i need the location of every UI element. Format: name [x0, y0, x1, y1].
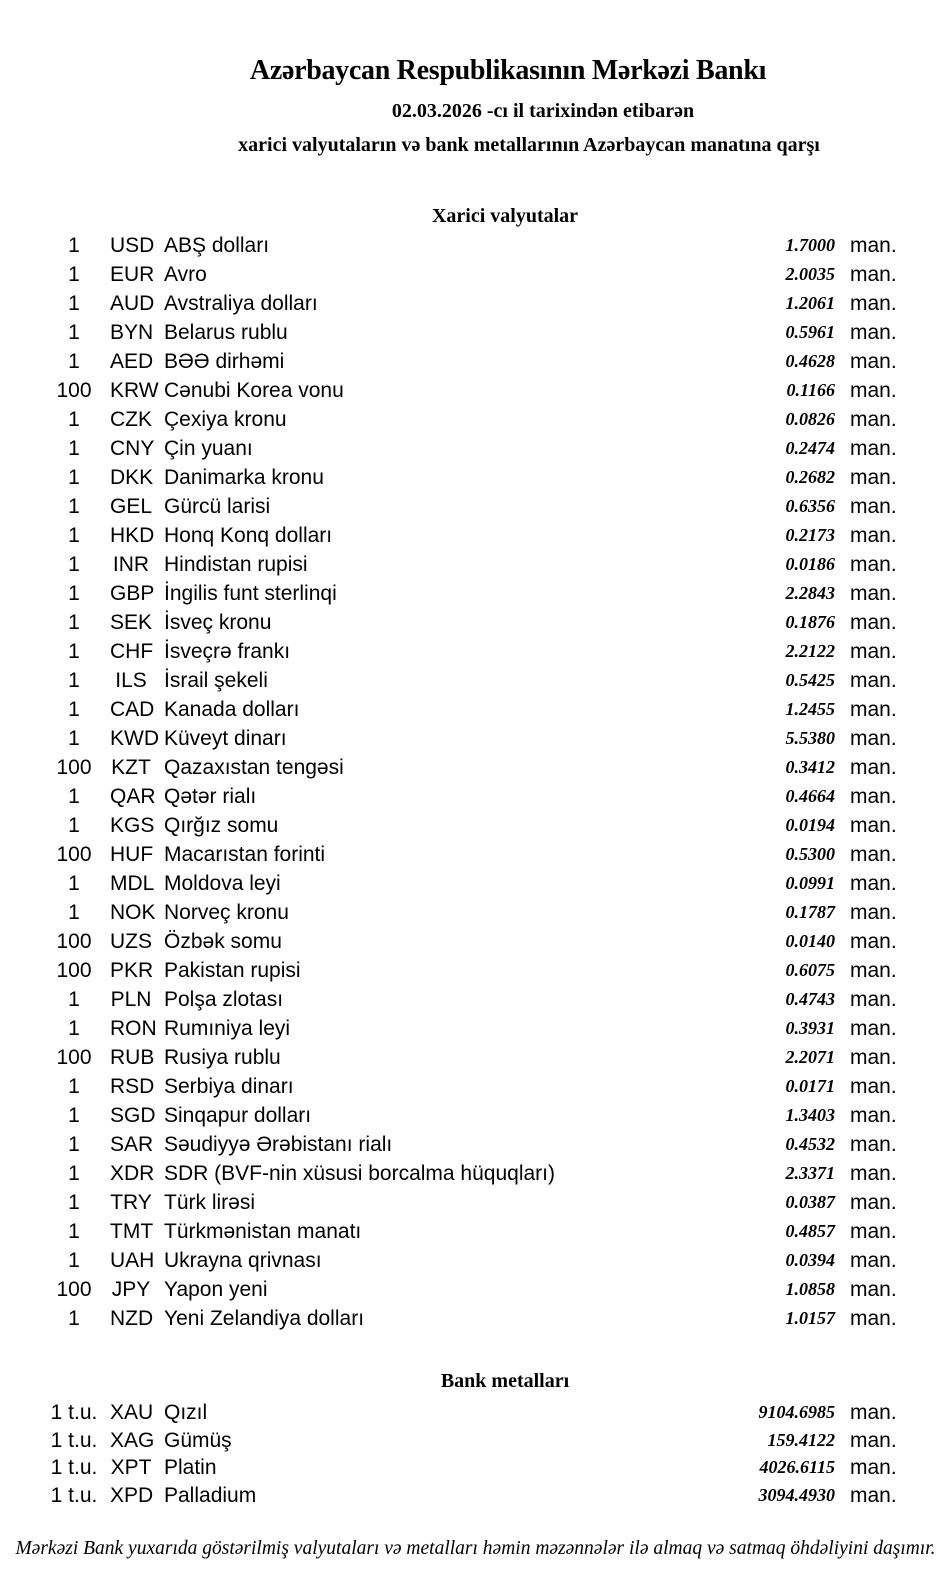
currency-name: Kanada dolları [164, 698, 300, 721]
manat-unit-label: man. [850, 466, 897, 489]
metal-name: Palladium [164, 1483, 257, 1507]
manat-unit-label: man. [850, 1401, 897, 1424]
manat-unit-label: man. [850, 1456, 897, 1479]
currency-table-row [0, 405, 951, 434]
currency-rate: 0.1166 [786, 380, 835, 400]
effective-date-line: 02.03.2026 -cı il tarixindən etibarən [391, 100, 695, 122]
currency-name: Türkmənistan manatı [164, 1220, 362, 1243]
manat-unit-label: man. [850, 669, 897, 692]
currency-quantity: 1 [68, 234, 80, 257]
currency-code: INR [112, 553, 150, 576]
currency-rate: 0.3412 [785, 757, 835, 777]
manat-unit-label: man. [850, 901, 897, 924]
currency-name: Polşa zlotası [164, 988, 284, 1011]
currency-table-row [0, 550, 951, 579]
currency-quantity: 1 [68, 466, 80, 489]
currency-code: GEL [110, 495, 153, 518]
currency-table-row [0, 811, 951, 840]
currency-code: RON [110, 1017, 157, 1040]
currency-rate: 1.2455 [785, 699, 835, 719]
currency-name: Rusiya rublu [164, 1046, 281, 1069]
manat-unit-label: man. [850, 959, 897, 982]
currency-code: TMT [110, 1220, 154, 1243]
manat-unit-label: man. [850, 611, 897, 634]
manat-unit-label: man. [850, 350, 897, 373]
currency-code: BYN [110, 321, 154, 344]
currency-rate: 2.3371 [785, 1163, 835, 1183]
currency-table-row [0, 1043, 951, 1072]
currency-quantity: 1 [68, 582, 80, 605]
metal-table-row [0, 1399, 951, 1427]
currency-table-row [0, 347, 951, 376]
metal-code: XPD [110, 1483, 154, 1507]
currency-code: MDL [110, 872, 155, 895]
metal-rate: 159.4122 [767, 1429, 835, 1450]
currency-table-row [0, 492, 951, 521]
currency-name: İsveç kronu [164, 611, 272, 634]
currency-rate: 0.0140 [785, 931, 835, 951]
currency-code: EUR [110, 263, 155, 286]
currency-quantity: 1 [68, 1133, 80, 1156]
manat-unit-label: man. [850, 495, 897, 518]
metal-rate: 3094.4930 [758, 1484, 835, 1505]
currency-quantity: 1 [68, 1075, 80, 1098]
currency-table-row [0, 1130, 951, 1159]
currency-code: RUB [110, 1046, 155, 1069]
currency-table-row [0, 1246, 951, 1275]
currency-name: İsveçrə frankı [164, 640, 291, 663]
currency-name: Cənubi Korea vonu [164, 379, 344, 402]
currency-rate: 0.1876 [785, 612, 835, 632]
manat-unit-label: man. [850, 263, 897, 286]
manat-unit-label: man. [850, 437, 897, 460]
currency-quantity: 1 [68, 1307, 80, 1330]
currency-quantity: 1 [68, 263, 80, 286]
currency-name: BƏƏ dirhəmi [164, 350, 285, 373]
currency-quantity: 1 [68, 814, 80, 837]
manat-unit-label: man. [850, 872, 897, 895]
currency-table-row [0, 1304, 951, 1333]
disclaimer-text: Mərkəzi Bank yuxarıda göstərilmiş valyutaları və metalları həmin məzənnələr ilə almaq və satmaq öhdəliyini daşımır. [15, 1538, 936, 1559]
currency-quantity: 1 [68, 1162, 80, 1185]
currency-name: Danimarka kronu [164, 466, 324, 489]
currency-name: Türk lirəsi [164, 1191, 256, 1214]
currency-quantity: 1 [68, 669, 80, 692]
currency-rate: 1.3403 [785, 1105, 835, 1125]
currency-code: CAD [110, 698, 155, 721]
metal-quantity: 1 t.u. [50, 1456, 98, 1479]
metals-section-heading: Bank metalları [440, 1370, 570, 1392]
currency-table-row [0, 1159, 951, 1188]
currency-code: NOK [110, 901, 156, 924]
currency-rate: 0.0171 [785, 1076, 835, 1096]
scope-line: xarici valyutaların və bank metallarının Azərbaycan manatına qarşı [238, 134, 820, 156]
currency-name: ABŞ dolları [164, 234, 270, 257]
currency-name: Özbək somu [164, 930, 282, 953]
currency-code: KZT [111, 756, 151, 779]
currency-name: Qırğız somu [164, 814, 279, 837]
currency-code: HKD [110, 524, 155, 547]
currency-name: Avro [164, 263, 207, 286]
metal-rate: 4026.6115 [759, 1457, 835, 1477]
currency-quantity: 100 [56, 379, 92, 402]
currency-rate: 0.4743 [785, 989, 835, 1009]
manat-unit-label: man. [850, 785, 897, 808]
currency-table-row [0, 927, 951, 956]
currency-quantity: 1 [68, 321, 80, 344]
metal-quantity: 1 t.u. [50, 1483, 98, 1507]
metal-name: Qızıl [164, 1401, 208, 1424]
currency-name: Gürcü larisi [164, 495, 271, 518]
currency-code: JPY [111, 1278, 151, 1301]
currency-rate: 0.0186 [785, 554, 835, 574]
currency-code: USD [110, 234, 155, 257]
currency-section-heading: Xarici valyutalar [431, 205, 579, 227]
currency-code: QAR [110, 785, 156, 808]
currency-rate: 2.0035 [785, 264, 835, 284]
currency-rate: 2.2122 [785, 641, 835, 661]
currency-rate: 1.0858 [785, 1279, 835, 1299]
currency-quantity: 100 [56, 959, 92, 982]
currency-table-row [0, 289, 951, 318]
currency-table-row [0, 1275, 951, 1304]
currency-quantity: 1 [68, 640, 80, 663]
currency-table-row [0, 695, 951, 724]
currency-code: AUD [110, 292, 155, 315]
manat-unit-label: man. [850, 379, 897, 402]
currency-code: SAR [110, 1133, 154, 1156]
currency-code: KGS [110, 814, 155, 837]
currency-quantity: 100 [56, 1278, 92, 1301]
currency-name: Çexiya kronu [164, 408, 287, 431]
currency-quantity: 1 [68, 495, 80, 518]
currency-code: CNY [110, 437, 155, 460]
manat-unit-label: man. [850, 843, 897, 866]
currency-quantity: 1 [68, 698, 80, 721]
currency-name: Hindistan rupisi [164, 553, 308, 576]
manat-unit-label: man. [850, 1428, 897, 1452]
currency-quantity: 1 [68, 350, 80, 373]
currency-quantity: 100 [56, 1046, 92, 1069]
manat-unit-label: man. [850, 930, 897, 953]
currency-table-row [0, 1072, 951, 1101]
currency-code: PKR [110, 959, 154, 982]
currency-name: SDR (BVF-nin xüsusi borcalma hüquqları) [164, 1162, 555, 1185]
currency-name: Avstraliya dolları [164, 292, 318, 315]
currency-name: İngilis funt sterlinqi [164, 582, 337, 605]
currency-quantity: 1 [68, 785, 80, 808]
currency-name: Çin yuanı [164, 437, 253, 460]
currency-rate: 0.0826 [785, 409, 835, 429]
currency-quantity: 1 [68, 292, 80, 315]
currency-code: DKK [110, 466, 154, 489]
manat-unit-label: man. [850, 553, 897, 576]
currency-name: Qazaxıstan tengəsi [164, 756, 344, 779]
currency-table-row [0, 753, 951, 782]
currency-table-row [0, 869, 951, 898]
metal-table-row [0, 1454, 951, 1482]
currency-rate: 0.5425 [785, 670, 835, 690]
currency-code: KRW [110, 379, 159, 402]
currency-code: UAH [110, 1249, 155, 1272]
currency-table-row [0, 782, 951, 811]
currency-code: AED [110, 350, 154, 373]
currency-table-row [0, 724, 951, 753]
currency-table-row [0, 666, 951, 695]
currency-code: UZS [110, 930, 152, 953]
currency-table-row [0, 1101, 951, 1130]
currency-name: Qətər rialı [164, 785, 257, 808]
currency-name: Yeni Zelandiya dolları [164, 1307, 365, 1330]
currency-table-row [0, 463, 951, 492]
metal-table-row [0, 1482, 951, 1510]
currency-rate: 2.2843 [785, 583, 835, 603]
manat-unit-label: man. [850, 727, 897, 750]
currency-rate: 2.2071 [785, 1047, 835, 1067]
currency-table-row [0, 260, 951, 289]
currency-rate: 0.3931 [785, 1018, 835, 1038]
manat-unit-label: man. [850, 1249, 897, 1272]
currency-quantity: 100 [56, 930, 92, 953]
currency-quantity: 1 [68, 872, 80, 895]
currency-rate: 0.4532 [785, 1134, 835, 1154]
currency-code: PLN [110, 988, 152, 1011]
currency-name: Moldova leyi [164, 872, 281, 895]
currency-code: TRY [110, 1191, 152, 1214]
currency-quantity: 1 [68, 524, 80, 547]
currency-quantity: 1 [68, 408, 80, 431]
currency-code: HUF [110, 843, 154, 866]
currency-table-row [0, 318, 951, 347]
currency-table-row [0, 434, 951, 463]
currency-rate: 5.5380 [785, 728, 835, 748]
currency-code: SEK [110, 611, 153, 634]
currency-quantity: 1 [68, 727, 80, 750]
currency-rate-table [0, 231, 951, 1333]
currency-name: Norveç kronu [164, 901, 289, 924]
metal-name: Platin [164, 1456, 217, 1479]
currency-rate: 0.2682 [785, 467, 835, 487]
manat-unit-label: man. [850, 234, 897, 257]
currency-table-row [0, 637, 951, 666]
manat-unit-label: man. [850, 1483, 897, 1507]
manat-unit-label: man. [850, 1017, 897, 1040]
metals-rate-table [0, 1399, 951, 1509]
manat-unit-label: man. [850, 1046, 897, 1069]
currency-table-row [0, 376, 951, 405]
currency-quantity: 1 [68, 611, 80, 634]
manat-unit-label: man. [850, 582, 897, 605]
metal-rate: 9104.6985 [758, 1402, 835, 1422]
currency-rate: 0.2173 [785, 525, 835, 545]
currency-quantity: 100 [56, 843, 92, 866]
currency-rate: 1.0157 [785, 1308, 835, 1328]
page-title: Azərbaycan Respublikasının Mərkəzi Bankı [249, 55, 767, 86]
metal-quantity: 1 t.u. [50, 1428, 98, 1452]
currency-table-row [0, 521, 951, 550]
currency-table-row [0, 985, 951, 1014]
currency-code: CHF [110, 640, 154, 663]
currency-name: Serbiya dinarı [164, 1075, 294, 1098]
currency-code: ILS [115, 669, 147, 692]
manat-unit-label: man. [850, 1162, 897, 1185]
currency-name: Belarus rublu [164, 321, 288, 344]
manat-unit-label: man. [850, 524, 897, 547]
currency-rate: 0.0991 [785, 873, 835, 893]
currency-rate: 0.4664 [785, 786, 835, 806]
currency-rate: 1.2061 [785, 293, 835, 313]
manat-unit-label: man. [850, 408, 897, 431]
metal-code: XAG [110, 1428, 155, 1452]
currency-quantity: 1 [68, 1017, 80, 1040]
currency-name: Honq Konq dolları [164, 524, 333, 547]
currency-table-row [0, 608, 951, 637]
currency-name: Yapon yeni [164, 1278, 268, 1301]
currency-rate: 0.6075 [785, 960, 835, 980]
manat-unit-label: man. [850, 698, 897, 721]
currency-rate: 0.1787 [785, 902, 835, 922]
currency-table-row [0, 1217, 951, 1246]
metal-code: XPT [110, 1456, 152, 1479]
currency-quantity: 1 [68, 1220, 80, 1243]
currency-quantity: 1 [68, 1249, 80, 1272]
currency-table-row [0, 1188, 951, 1217]
metal-table-row [0, 1427, 951, 1455]
currency-rate: 0.5961 [785, 322, 835, 342]
currency-rate: 0.5300 [785, 844, 835, 864]
currency-rate: 0.0387 [785, 1192, 835, 1212]
currency-code: KWD [110, 727, 159, 750]
currency-name: Ukrayna qrivnası [164, 1249, 322, 1272]
currency-name: Sinqapur dolları [164, 1104, 312, 1127]
metal-quantity: 1 t.u. [50, 1401, 98, 1424]
manat-unit-label: man. [850, 1104, 897, 1127]
currency-code: SGD [110, 1104, 156, 1127]
currency-table-row [0, 898, 951, 927]
currency-rate: 0.0394 [785, 1250, 835, 1270]
currency-code: XDR [110, 1162, 155, 1185]
currency-code: RSD [110, 1075, 155, 1098]
currency-name: Macarıstan forinti [164, 843, 326, 866]
currency-quantity: 1 [68, 437, 80, 460]
currency-table-row [0, 579, 951, 608]
manat-unit-label: man. [850, 1278, 897, 1301]
currency-name: Pakistan rupisi [164, 959, 301, 982]
currency-name: Küveyt dinarı [164, 727, 287, 750]
currency-quantity: 100 [56, 756, 92, 779]
manat-unit-label: man. [850, 814, 897, 837]
manat-unit-label: man. [850, 1133, 897, 1156]
manat-unit-label: man. [850, 640, 897, 663]
currency-rate: 0.6356 [785, 496, 835, 516]
currency-code: NZD [110, 1307, 154, 1330]
currency-name: Rumıniya leyi [164, 1017, 291, 1040]
manat-unit-label: man. [850, 756, 897, 779]
currency-rate: 0.4857 [785, 1221, 835, 1241]
currency-table-row [0, 840, 951, 869]
currency-rate: 0.2474 [785, 438, 835, 458]
currency-code: GBP [110, 582, 155, 605]
currency-table-row [0, 231, 951, 260]
manat-unit-label: man. [850, 1220, 897, 1243]
currency-quantity: 1 [68, 553, 80, 576]
currency-name: Səudiyyə Ərəbistanı rialı [164, 1133, 393, 1156]
manat-unit-label: man. [850, 1191, 897, 1214]
currency-table-row [0, 1014, 951, 1043]
currency-quantity: 1 [68, 1191, 80, 1214]
currency-rate: 1.7000 [785, 235, 835, 255]
manat-unit-label: man. [850, 1075, 897, 1098]
currency-quantity: 1 [68, 1104, 80, 1127]
currency-quantity: 1 [68, 988, 80, 1011]
manat-unit-label: man. [850, 321, 897, 344]
metal-name: Gümüş [164, 1428, 232, 1452]
manat-unit-label: man. [850, 1307, 897, 1330]
manat-unit-label: man. [850, 988, 897, 1011]
metal-code: XAU [110, 1401, 154, 1424]
currency-name: İsrail şekeli [164, 669, 268, 692]
currency-table-row [0, 956, 951, 985]
currency-code: CZK [110, 408, 152, 431]
manat-unit-label: man. [850, 292, 897, 315]
currency-quantity: 1 [68, 901, 80, 924]
currency-rate: 0.4628 [785, 351, 835, 371]
currency-rate: 0.0194 [785, 815, 835, 835]
